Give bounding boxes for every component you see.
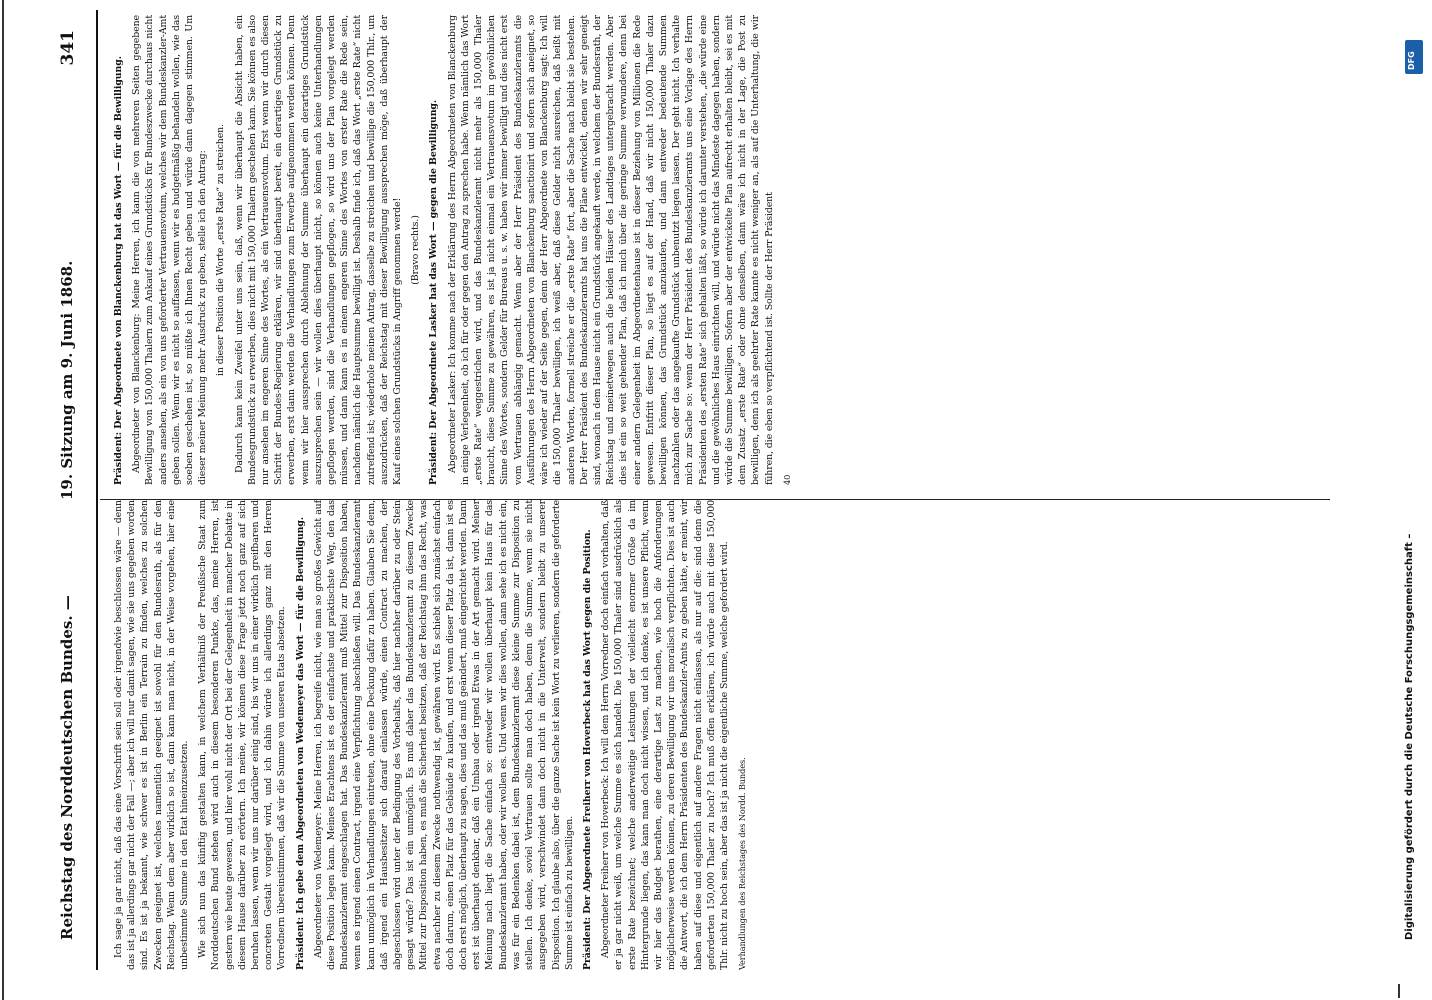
paragraph: Abgeordneter von Blanckenburg: Meine Herren, ich kann die von mehreren Seiten gegebene Bewilligung von 150,000 Thalern zum Ankauf eines Grundstücks für Bundeszwecke durchaus nicht anders ansehen, als ein von uns geforderter Vertrauensvotum, welches wir dem Bundeskanzler-Amt geben sollen. Wenn wir es nicht so auffassen, wenn wir es budgetmäßig behandeln wollen, wie das soeben geschehen ist, so müßte ich Ihnen Recht geben und würde dann dagegen stimmen. Um dieser meiner Meinung mehr Ausdruck zu geben, stelle ich den Antrag:: [131, 15, 209, 485]
dfg-notice: Digitalisierung gefördert durch die Deutsche Forschungsgemeinschaft –: [1404, 533, 1415, 940]
text-column-right: [112, 15, 1322, 485]
speaker-heading: Präsident: Der Abgeordnete von Blanckenburg hat das Wort — für die Bewilligung.: [113, 56, 124, 485]
speaker-heading: Präsident: Ich gebe dem Abgeordneten von Wedemeyer das Wort — für die Bewilligung.: [294, 516, 306, 970]
header-left-title: Reichstag des Norddeutschen Bundes. —: [58, 595, 76, 940]
paragraph: Ich sage ja gar nicht, daß das eine Vorschrift sein soll oder irgendwie beschlossen wäre — denn das ist ja allerdings gar nicht der Fall —; aber ich will nur damit sagen, wie sie uns gegeben worden sind. Es ist ja bekannt, wie schwer es ist in Berlin ein Terrain zu finden, welches zu solchen Zwecken geeignet ist, welches namentlich geeignet ist sowohl für den Bundesrath, als für den Reichstag. Wenn dem aber wirklich so ist, dann kann man nicht, in der Weise vorgehen, hier eine unbestimmte Summe in den Etat hineinzusetzen.: [113, 500, 191, 970]
paragraph: Dadurch kann kein Zweifel unter uns sein, daß, wenn wir überhaupt die Absicht haben, ein Bundesgrundstück zu erwerben, dies nicht mit 150,000 Thalern geschehen kann. Sie können es also nur ansehen im engeren Sinne des Wortes, als ein Vertrauensvotum. Erst wenn wir durch diesen Schritt der Bundes-Regierung erklären, wir sind überhaupt bereit, ein derartiges Grundstück zu erwerben, erst dann werden die Verhandlungen zum Erwerbe aufgenommen werden können. Denn wenn wir hier aussprechen durch Ablehnung der Summe überhaupt ein derartiges Grundstück auszusprechen sein — wir wollen dies überhaupt nicht, so können auch keine Unterhandlungen gepflogen werden, sind die Verhandlungen gepflogen, so wird uns der Plan vorgelegt werden müssen, und dann kann es in einem engeren Sinne des Wortes von erster Rate die Rede sein, nachdem nämlich die Hauptsumme bewilligt ist. Deshalb finde ich, daß das Wort „erste Rate“ nicht zutreffend ist; wiederhole meinen Antrag, dasselbe zu streichen und bewillige die 150,000 Thlr., um auszudrücken, daß der Reichstag mit dieser Bewilligung aussprechen möge, daß überhaupt der Kauf eines solchen Grundstücks in Angriff genommen werde!: [233, 15, 404, 485]
dfg-logo-text: DFG: [1407, 51, 1416, 70]
header-session-title: 19. Sitzung am 9. Juni 1868.: [58, 260, 76, 500]
paragraph: Abgeordneter von Wedemeyer: Meine Herren, ich begreife nicht, wie man so großes Gewicht auf diese Position legen kann. Meines Erachtens ist es der einfachste und praktischste Weg, den das Bundeskanzleramt eingeschlagen hat. Das Bundeskanzleramt muß Mittel zur Disposition haben, wenn es irgend einen Contract, irgend eine Verpflichtung abschließen will. Das Bundeskanzleramt kann unmöglich in Verhandlungen eintreten, ohne eine Deckung dafür zu haben. Glauben Sie denn, daß irgend ein Hausbesitzer sich darauf einlassen würde, einen Contract zu machen, der abgeschlossen wird unter der Bedingung des Vorbehalts, daß hier nachher darüber zu oder Stein gesagt würde? Das ist ein unmöglich. Es muß daher das Bundeskanzleramt zu diesem Zwecke Mittel zur Disposition haben, es muß die Sicherheit besitzen, daß der Reichstag ihm das Recht, was etwa nachher zu diesem Zwecke nothwendig ist, gewähren wird. Es schiebt sich zunächst einfach doch darum, einen Platz für das Gebäude zu kaufen, und erst wenn dieser Platz da ist, dann ist es doch erst möglich, überhaupt zu sagen, dies und das muß geändert, muß eingerichtet werden. Dann erst ist überhaupt denkbar, daß ein Umbau oder irgend Etwas in der Art gemacht wird. Meiner Meinung nach liegt die Sache einfach so: entweder wir wollen überhaupt kein Haus für das Bundeskanzleramt haben, oder wir wollen es. Und wenn wir dies wollen, dann sehe ich es nicht ein, was für ein Bedenken dabei ist, dem Bundeskanzleramt diese kleine Summe zur Disposition zu stellen. Ich denke, soviel Vertrauen sollte man doch haben, denn die Summe, wenn sie nicht ausgegeben wird, verschwindet dann doch nicht in die Unterwelt, sondern bleibt zu unserer Disposition. Ich glaube also, über die ganze Sache ist kein Wort zu verlieren, sondern die geforderte Summe ist einfach zu bewilligen.: [312, 500, 575, 970]
dfg-sidebar: [1404, 40, 1426, 970]
page-header: [58, 0, 92, 1000]
paragraph: Abgeordneter Freiherr von Hoverbeck: Ich will dem Herrn Vorredner doch einfach vorhalten, daß er ja gar nicht weiß, um welche Summe es sich handelt. Die 150,000 Thaler sind ausdrücklich als erste Rate bezeichnet; welche anderweitige Leistungen der vielleicht enormer Größe da im Hintergrunde liegen, das kann man doch nicht wissen, und ich denke, es ist unsere Pflicht, wenn wir hier das Budget berathen, eine derartige Last zu machen, wie hoch die Anforderungen möglicherweise werden können, zu deren Bewilligung wir uns moralisch verpflichten. Dies ist auch die Antwort, die ich dem Herrn Präsidenten des Bundeskanzler-Amts zu geben hätte, er meint, wir haben auf diese und eigentlich auf andere Fragen nicht einlassen, als nur auf die: sind denn die geforderten 150,000 Thaler zu hoch? Ich muß offen erklären, ich würde auch mit diese 150,000 Thlr. nicht zu hoch sein, aber das ist ja nicht die eigentliche Summe, welche gefordert wird.: [600, 500, 730, 970]
paragraph: Abgeordneter Lasker: Ich komme nach der Erklärung des Herrn Abgeordneten von Blanckenburg in einige Verlegenheit, ob ich für oder gegen den Antrag zu sprechen habe. Wenn nämlich das Wort „erste Rate“ weggestrichen wird, und das Bundeskanzleramt nicht mehr als 150,000 Thaler braucht, diese Summe zu gewähren, es ist ja nicht einmal ein Vertrauensvotum im gewöhnlichen Sinne des Wortes, sondern Gelder für Bureaus u. s. w. haben wir immer bewilligt und dies nicht erst vom Vertrauen abhängig gemacht. Wenn aber der Herr Präsident des Bundeskanzleramts die Ausführungen des Herrn Abgeordneten von Blanckenburg sanctionirt und sofern sich aneignet, so wäre ich wieder auf der Seite gegen, denn der Herr Abgeordnete von Blanckenburg sagt: Ich will die 150,000 Thaler bewilligen, ich weiß aber, daß diese Gelder nicht ausreichen, daß heißt mit anderen Worten, formell streiche er die „erste Rate“ fort, aber die Sache nach bleibt sie bestehen. Der Herr Präsident des Bundeskanzleramts hat uns die Pläne entwickelt, denen wir sehr geneigt sind, wonach in dem Hause nicht ein Grundstück angekauft werde, in welchem der Bundesrath, der Reichstag und meinetwegen auch die beiden Häuser des Landtages untergebracht werden. Aber dies ist ein so weit gehender Plan, daß ich mich über die geringe Summe verwundere, denn bei einer andern Gelegenheit im Abgeordnetenhause ist in dieser Beziehung von Millionen die Rede gewesen. Entfritt dieser Plan, so liegt es auf der Hand, daß wir nicht 150,000 Thaler dazu bewilligen können, das Grundstück anzukaufen, und dann entweder bedeutende Summen nachzahlen oder das angekaufte Grundstück unbenutzt liegen lassen. Der geht nicht. Ich verhalte mich zur Sache so: wenn der Herr Präsident des Bundeskanzleramts uns eine Vorlage des Herrn Präsidenten des „ersten Rate“ sich gehalten läßt, so würde ich darunter verstehen, „die würde eine und die gewöhnliches Haus einrichten will, und würde nicht das Mindeste dagegen haben, sondern würde die Summe bewilligen. Sofern aber der entwickelte Plan aufrecht erhalten bleibt, sei es mit dem Zusatz „erste Rate“ oder ohne denselben, dann wäre ich nicht in der Lage, die Post zu bewilligen, denn ich als geehrter Rate kannte es nicht weniger an, als auf die Unterhaltung, die wir führen, die eben so verpflichtend ist. Sollte der Herr Präsident: [446, 15, 775, 485]
paragraph: (Bravo rechts.): [410, 215, 422, 285]
footer-line: 40: [781, 474, 792, 485]
header-rule: [96, 10, 98, 970]
corner-mark: [1398, 984, 1410, 998]
paragraph: in dieser Position die Worte „erste Rate“ zu streichen.: [215, 124, 227, 377]
paragraph: Wie sich nun das künftig gestalten kann, in welchem Verhältniß der Preußische Staat zum Norddeutschen Bund stehen wird auch in diesem besonderen Punkte, das, meine Herren, ist gestern wie heute gewesen, und hier wohl nicht der Ort bei der Gelegenheit in mancher Debatte in diesem Hause darüber zu erörtern. Ich meine, wir können diese Frage jetzt noch ganz auf sich beruhen lassen, wenn wir uns nur darüber einig sind, bis wir uns in einer wirklich greifbaren und concreten Gestalt vorgelegt wird, und ich dahin würde ich allerdings ganz mit den Herren Vorrednern übereinstimmen, daß wir die Summe von unseren Etats absetzen.: [197, 500, 288, 970]
footer-line: Verhandlungen des Reichstages des Nordd. Bundes.: [737, 757, 748, 970]
speaker-heading: Präsident: Der Abgeordnete Lasker hat das Wort — gegen die Bewilligung.: [428, 99, 440, 485]
page-number: 341: [58, 30, 78, 66]
speaker-heading: Präsident: Der Abgeordnete Freiherr von Hoverbeck hat das Wort gegen die Position.: [581, 529, 593, 970]
text-column-left: [112, 500, 1322, 970]
